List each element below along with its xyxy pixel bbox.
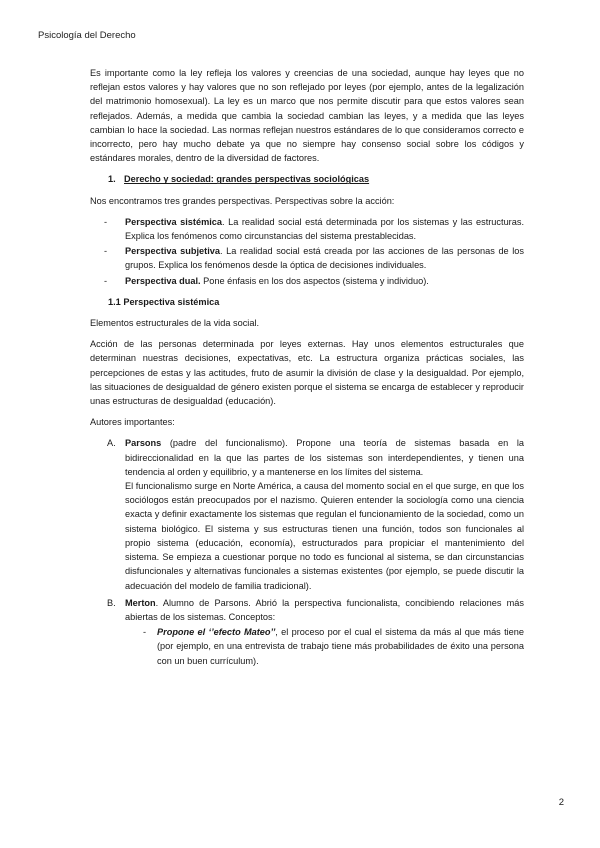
- term-description: . La realidad social está creada por las acciones de las personas de los grupos. Explica los fenómenos desde la óptica de decisiones individuales.: [125, 246, 524, 271]
- dash-bullet: -: [104, 275, 108, 286]
- term: Perspectiva subjetiva: [125, 246, 220, 257]
- concept-description: , el proceso por el cual el sistema da más al que más tiene (por ejemplo, en una entrevista de trabajo tiene más probabilidades de éxito una persona con un buen currículum).: [157, 627, 524, 666]
- author-name: Merton: [125, 597, 156, 608]
- concept-term: Propone el ‘’efecto Mateo’’: [157, 627, 276, 638]
- concept-item-mateo: [125, 625, 524, 668]
- term: Perspectiva dual.: [125, 275, 201, 286]
- dash-bullet: -: [104, 216, 108, 227]
- list-item-perspective-systemic: [90, 215, 524, 243]
- author-item-merton: [90, 596, 524, 668]
- dash-bullet: -: [143, 627, 147, 638]
- authors-intro: Autores importantes:: [90, 417, 175, 428]
- systemic-paragraph: Acción de las personas determinada por leyes externas. Hay unos elementos estructurales que determinan nuestras decisiones, expectativas, etc. La estructura organiza prácticas sociales, las percepciones de estas y las actitudes, fruto de asumir la división de clase y la desigualdad. Por ejemplo, las situaciones de desigualdad de género existen porque el sistema se encarga de establecer y reproducir unas estructuras de desigualdad (educación).: [90, 339, 524, 407]
- page-body: [90, 66, 524, 671]
- section-1-intro: Nos encontramos tres grandes perspectivas. Perspectivas sobre la acción:: [90, 195, 395, 206]
- list-item-perspective-dual: [90, 274, 524, 288]
- author-name: Parsons: [125, 438, 162, 449]
- author-item-parsons: [90, 436, 524, 592]
- alpha-marker: B.: [107, 597, 116, 608]
- term: Perspectiva sistémica: [125, 216, 223, 227]
- section-1-heading: [108, 172, 524, 186]
- list-item-perspective-subjective: [90, 244, 524, 272]
- running-header: Psicología del Derecho: [38, 30, 136, 41]
- author-extra-paragraph: El funcionalismo surge en Norte América, a causa del momento social en el que surge, en que los sociólogos están preocupados por el nazismo. Quieren entender la sociología como una ciencia exacta y definir exactamente los sistemas que regulan el funcionamiento de la sociedad, como un sistema biológico. El sistema y sus estructuras tienen una función, todos son funcionales al propio sistema (educación, economía), estructurados para propiciar el mantenimiento del sistema. Se empieza a cuestionar porque no todo es funcional al sistema, se dan circunstancias disfuncionales y alternativas funcionales a sistemas existentes (por ejemplo, se puede discutir la adecuación del modelo de familia tradicional).: [125, 481, 524, 591]
- term-description: . La realidad social está determinada por los sistemas y las estructuras. Explica los fenómenos como circunstancias del sistema prestablecidas.: [125, 216, 524, 242]
- section-1-number: 1.: [108, 174, 116, 185]
- section-1-title: Derecho y sociedad: grandes perspectivas sociológicas: [124, 174, 370, 185]
- author-description: (padre del funcionalismo). Propone una teoría de sistemas basada en la bidireccionalidad en la que las partes de los sistemas son interdependientes, y tienen una tendencia al orden y equilibrio, y a mantenerse en los límites del sistema.: [125, 438, 524, 477]
- elements-line: Elementos estructurales de la vida social.: [90, 318, 260, 329]
- page-number: 2: [558, 797, 564, 808]
- section-1-1-heading: 1.1 Perspectiva sistémica: [108, 296, 220, 307]
- author-description: . Alumno de Parsons. Abrió la perspectiva funcionalista, concibiendo relaciones más abiertas de los sistemas. Conceptos:: [125, 597, 524, 622]
- intro-paragraph: Es importante como la ley refleja los valores y creencias de una sociedad, aunque hay leyes que no reflejan estos valores y hay valores que no son reflejado por leyes (por ejemplo, antes de la legalización del matrimonio homosexual). La ley es un marco que nos permite discutir para que estos valores sean reflejados. Además, a medida que cambia la sociedad cambian las leyes, y a medida que las leyes cambian lo hace la sociedad. Las normas reflejan nuestros estándares de lo que consideramos correcto e incorrecto, pero hay mucho debate ya que no siempre hay consenso social sobre los códigos y estándares morales, dentro de la diversidad de factores.: [90, 68, 524, 164]
- alpha-marker: A.: [107, 438, 116, 449]
- dash-bullet: -: [104, 246, 108, 257]
- term-description: Pone énfasis en los dos aspectos (sistema y individuo).: [200, 275, 429, 286]
